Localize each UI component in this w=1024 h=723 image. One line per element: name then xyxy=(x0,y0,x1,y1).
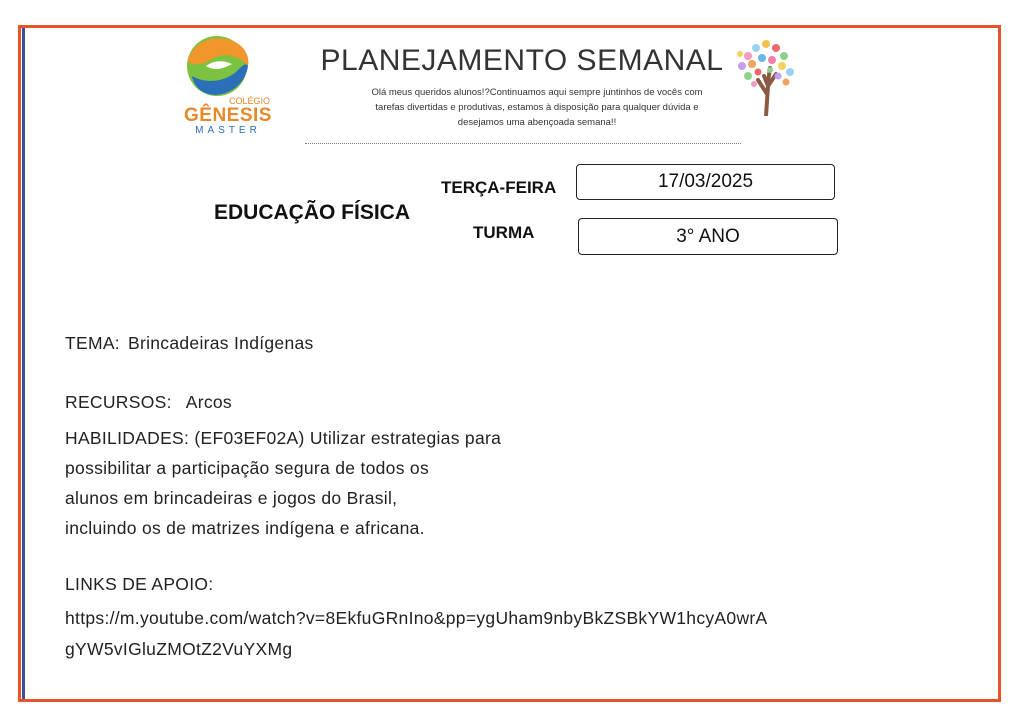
habilidades-text: (EF03EF02A) Utilizar estrategias para xyxy=(194,428,502,448)
welcome-message xyxy=(350,85,724,130)
habilidades-line xyxy=(65,423,605,453)
school-logo-text xyxy=(180,96,276,136)
weekday-label: TERÇA-FEIRA xyxy=(441,178,557,197)
tema-label: TEMA: xyxy=(65,333,120,353)
habilidades-block xyxy=(65,423,605,543)
page-title: PLANEJAMENTO SEMANAL xyxy=(320,44,724,77)
logo-colegio: COLÉGIO xyxy=(228,96,270,106)
header-divider xyxy=(305,143,741,144)
tema-value: Brincadeiras Indígenas xyxy=(127,333,314,353)
turma-box: 3° ANO xyxy=(578,218,838,255)
recursos-value: Arcos xyxy=(185,392,232,412)
support-link[interactable] xyxy=(65,603,965,665)
link-line[interactable]: https://m.youtube.com/watch?v=8EkfuGRnIno&pp=ygUham9nbyBkZSBkYW1hcyA0wrA xyxy=(65,608,768,628)
welcome-line: desejamos uma abençoada semana!! xyxy=(457,117,617,128)
habilidades-label: HABILIDADES: xyxy=(65,428,190,448)
turma-label: TURMA xyxy=(473,223,535,242)
colorful-tree-icon xyxy=(728,36,800,116)
welcome-line: Olá meus queridos alunos!?Continuamos aqui sempre juntinhos de vocês com xyxy=(371,87,703,98)
habilidades-line: alunos em brincadeiras e jogos do Brasil, xyxy=(65,488,398,508)
habilidades-line: possibilitar a participação segura de todos os xyxy=(65,458,430,478)
recursos-row xyxy=(65,392,232,413)
tema-row xyxy=(65,333,314,354)
recursos-label: RECURSOS: xyxy=(65,392,172,412)
subject-title: EDUCAÇÃO FÍSICA xyxy=(214,201,411,224)
links-label: LINKS DE APOIO: xyxy=(65,574,214,594)
habilidades-line: incluindo os de matrizes indígena e africana. xyxy=(65,518,425,538)
logo-master: MASTER xyxy=(195,125,261,136)
side-accent-line xyxy=(22,28,25,699)
welcome-line: tarefas divertidas e produtivas, estamos à disposição para qualquer dúvida e xyxy=(375,102,699,113)
date-box: 17/03/2025 xyxy=(576,164,835,200)
logo-genesis: GÊNESIS xyxy=(184,105,272,126)
link-line[interactable]: gYW5vIGluZMOtZ2VuYXMg xyxy=(65,639,293,659)
